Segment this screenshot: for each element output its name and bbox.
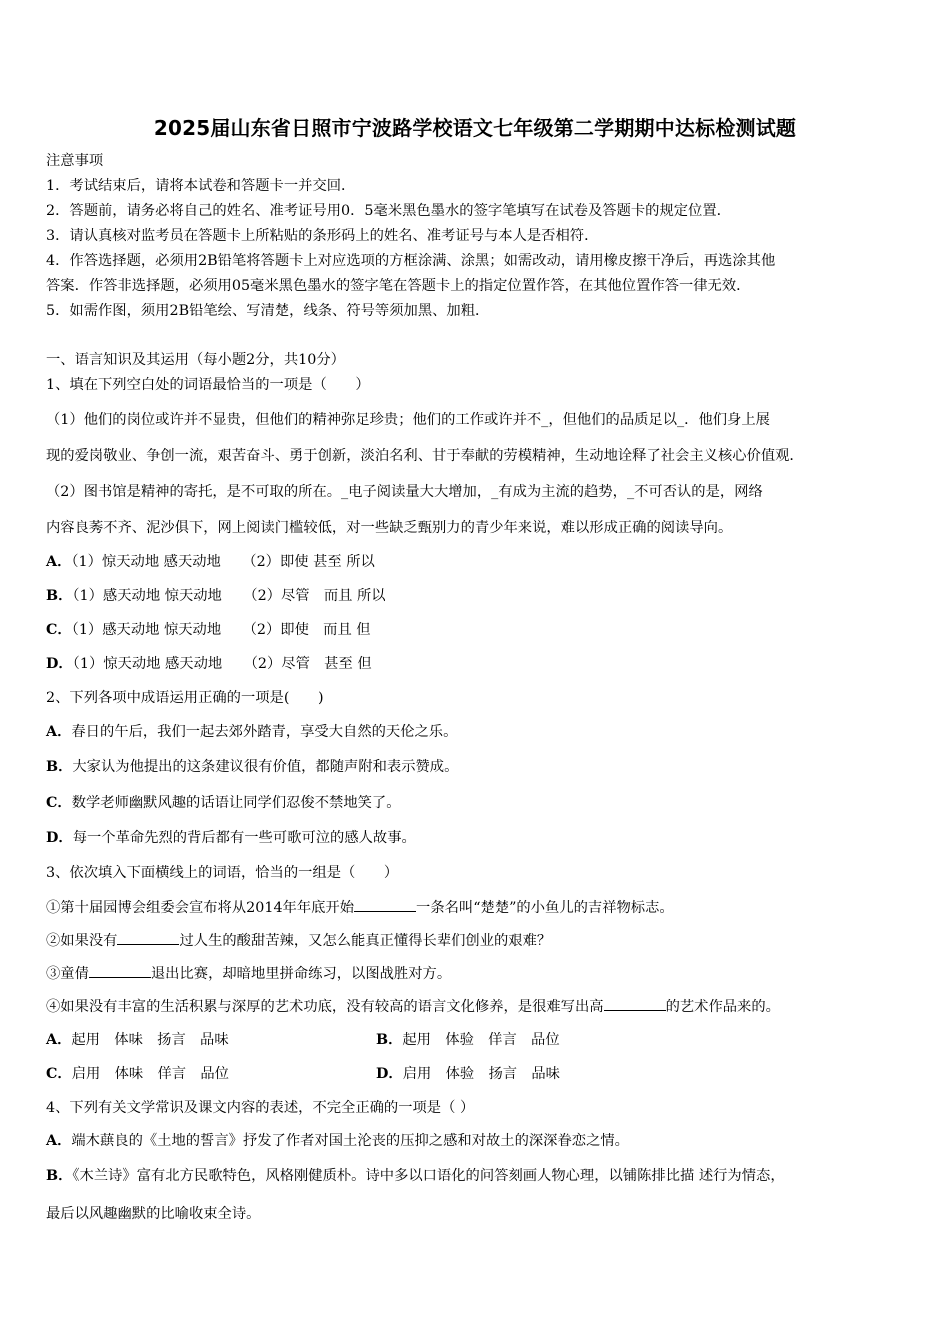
option-text: 数学老师幽默风趣的话语让同学们忍俊不禁地笑了。 [71,795,401,811]
q3-sentence-4-part-1: ④如果没有丰富的生活积累与深厚的艺术功底，没有较高的语言文化修养，是很难写出高 [46,999,604,1015]
option-letter: A． [46,1032,72,1048]
q2-stem: 2、下列各项中成语运用正确的一项是( ) [46,690,324,706]
option-letter: A． [46,1133,72,1149]
q3-sentence-3-part-2: 退出比赛，却暗地里拼命练习，以图战胜对方。 [150,966,452,982]
page-title: 2025届山东省日照市宁波路学校语文七年级第二学期期中达标检测试题 [153,116,797,140]
option-text: （1）感天动地 惊天动地 （2）即使 而且 但 [71,622,371,638]
notice-item-5: 5．如需作图，须用2B铅笔绘、写清楚，线条、符号等须加黑、加粗． [46,303,490,319]
q4-stem: 4、下列有关文学常识及课文内容的表述，不完全正确的一项是（ ） [46,1100,475,1116]
option-text: 春日的午后，我们一起去郊外踏青，享受大自然的天伦之乐。 [71,724,458,740]
fill-blank [354,897,416,912]
q2-option-a[interactable] [46,722,912,742]
option-text: （1）感天动地 惊天动地 （2）尽管 而且 所以 [72,588,386,604]
notice-item-2: 2．答题前，请务必将自己的姓名、准考证号用0．5毫米黑色墨水的签字笔填写在试卷及答题卡的规定位置． [46,203,731,219]
fill-blank [604,996,666,1011]
option-text: （1）惊天动地 感天动地 （2）即使 甚至 所以 [71,554,375,570]
option-letter: D． [46,830,73,846]
q3-option-c[interactable] [46,1066,229,1082]
q1-paragraph-1b: 现的爱岗敬业、争创一流，艰苦奋斗、勇于创新，淡泊名利、甘于奉献的劳模精神，生动地诠释了社会主义核心价值观． [46,448,804,464]
option-letter: C． [46,1066,72,1082]
q1-paragraph-2a: （2）图书馆是精神的寄托，是不可取的所在。_电子阅读量大大增加，_有成为主流的趋势，_不可否认的是，网络 [46,484,763,500]
q3-sentence-4-part-2: 的艺术作品来的。 [665,999,780,1015]
q1-option-d[interactable] [46,654,912,674]
option-letter: B． [46,759,73,775]
option-letter: C． [46,622,72,638]
q3-option-a[interactable] [46,1032,229,1048]
q3-sentence-2 [46,930,912,951]
option-letter: B． [46,1168,73,1184]
option-text: 启用 体味 佯言 品位 [71,1066,229,1082]
fill-blank [89,963,151,978]
q2-option-c[interactable] [46,793,912,813]
q3-sentence-1 [46,897,912,918]
option-text: 启用 体验 扬言 品味 [402,1066,560,1082]
q4-option-b[interactable] [46,1166,912,1186]
q3-stem: 3、依次填入下面横线上的词语，恰当的一组是（ ） [46,865,399,881]
notice-item-3: 3．请认真核对监考员在答题卡上所粘贴的条形码上的姓名、准考证号与本人是否相符． [46,228,599,244]
section-heading: 一、语言知识及其运用（每小题2分，共10分） [46,352,345,368]
q4-option-a[interactable] [46,1131,912,1151]
q3-sentence-3-part-1: ③童倩 [46,966,89,982]
option-letter: D． [376,1066,403,1082]
option-text: 《木兰诗》富有北方民歌特色，风格刚健质朴。诗中多以口语化的问答刻画人物心理，以铺陈排比描 述行为情态， [72,1168,785,1184]
q3-sentence-3 [46,963,912,984]
q3-sentence-1-part-2: 一条名叫“楚楚”的小鱼儿的吉祥物标志。 [416,900,674,916]
option-letter: A． [46,554,72,570]
option-text: 大家认为他提出的这条建议很有价值，都随声附和表示赞成。 [72,759,459,775]
option-letter: A． [46,724,72,740]
q3-option-d[interactable] [376,1064,560,1084]
option-letter: C． [46,795,72,811]
fill-blank [117,930,179,945]
q4-option-b-cont: 最后以风趣幽默的比喻收束全诗。 [46,1206,261,1222]
q3-sentence-1-part-1: ①第十届园博会组委会宣布将从2014年年底开始 [46,900,355,916]
q1-paragraph-2b: 内容良莠不齐、泥沙俱下，网上阅读门槛较低，对一些缺乏甄别力的青少年来说，难以形成正确的阅读导向。 [46,520,733,536]
option-text: 端木蕻良的《土地的誓言》抒发了作者对国土沦丧的压抑之感和对故土的深深眷恋之情。 [71,1133,629,1149]
option-text: （1）惊天动地 感天动地 （2）尽管 甚至 但 [72,656,372,672]
option-letter: B． [46,588,73,604]
option-letter: D． [46,656,73,672]
q1-paragraph-1a: （1）他们的岗位或许并不显贵，但他们的精神弥足珍贵；他们的工作或许并不_，但他们的品质足以_．他们身上展 [46,412,770,428]
q3-sentence-2-part-1: ②如果没有 [46,933,118,949]
notice-heading: 注意事项 [46,153,104,169]
q3-option-b[interactable] [376,1030,560,1050]
q2-option-d[interactable] [46,828,912,848]
notice-item-4-cont: 答案．作答非选择题，必须用05毫米黑色墨水的签字笔在答题卡上的指定位置作答，在其他位置作答一律无效． [46,278,751,294]
q1-option-b[interactable] [46,586,912,606]
q3-sentence-2-part-2: 过人生的酸甜苦辣，又怎么能真正懂得长辈们创业的艰难？ [179,933,552,949]
q1-option-c[interactable] [46,620,912,640]
notice-item-1: 1．考试结束后，请将本试卷和答题卡一并交回． [46,178,356,194]
notice-item-4: 4．作答选择题，必须用2B铅笔将答题卡上对应选项的方框涂满、涂黑；如需改动，请用橡皮擦干净后，再选涂其他 [46,253,776,269]
option-letter: B． [376,1032,403,1048]
q3-options-row-1 [46,1030,912,1050]
q1-stem: 1、填在下列空白处的词语最恰当的一项是（ ） [46,377,370,393]
option-text: 起用 体味 扬言 品味 [71,1032,229,1048]
q3-sentence-4 [46,996,912,1017]
q3-options-row-2 [46,1064,912,1084]
q1-option-a[interactable] [46,552,912,572]
option-text: 起用 体验 佯言 品位 [402,1032,560,1048]
q2-option-b[interactable] [46,757,912,777]
option-text: 每一个革命先烈的背后都有一些可歌可泣的感人故事。 [72,830,416,846]
